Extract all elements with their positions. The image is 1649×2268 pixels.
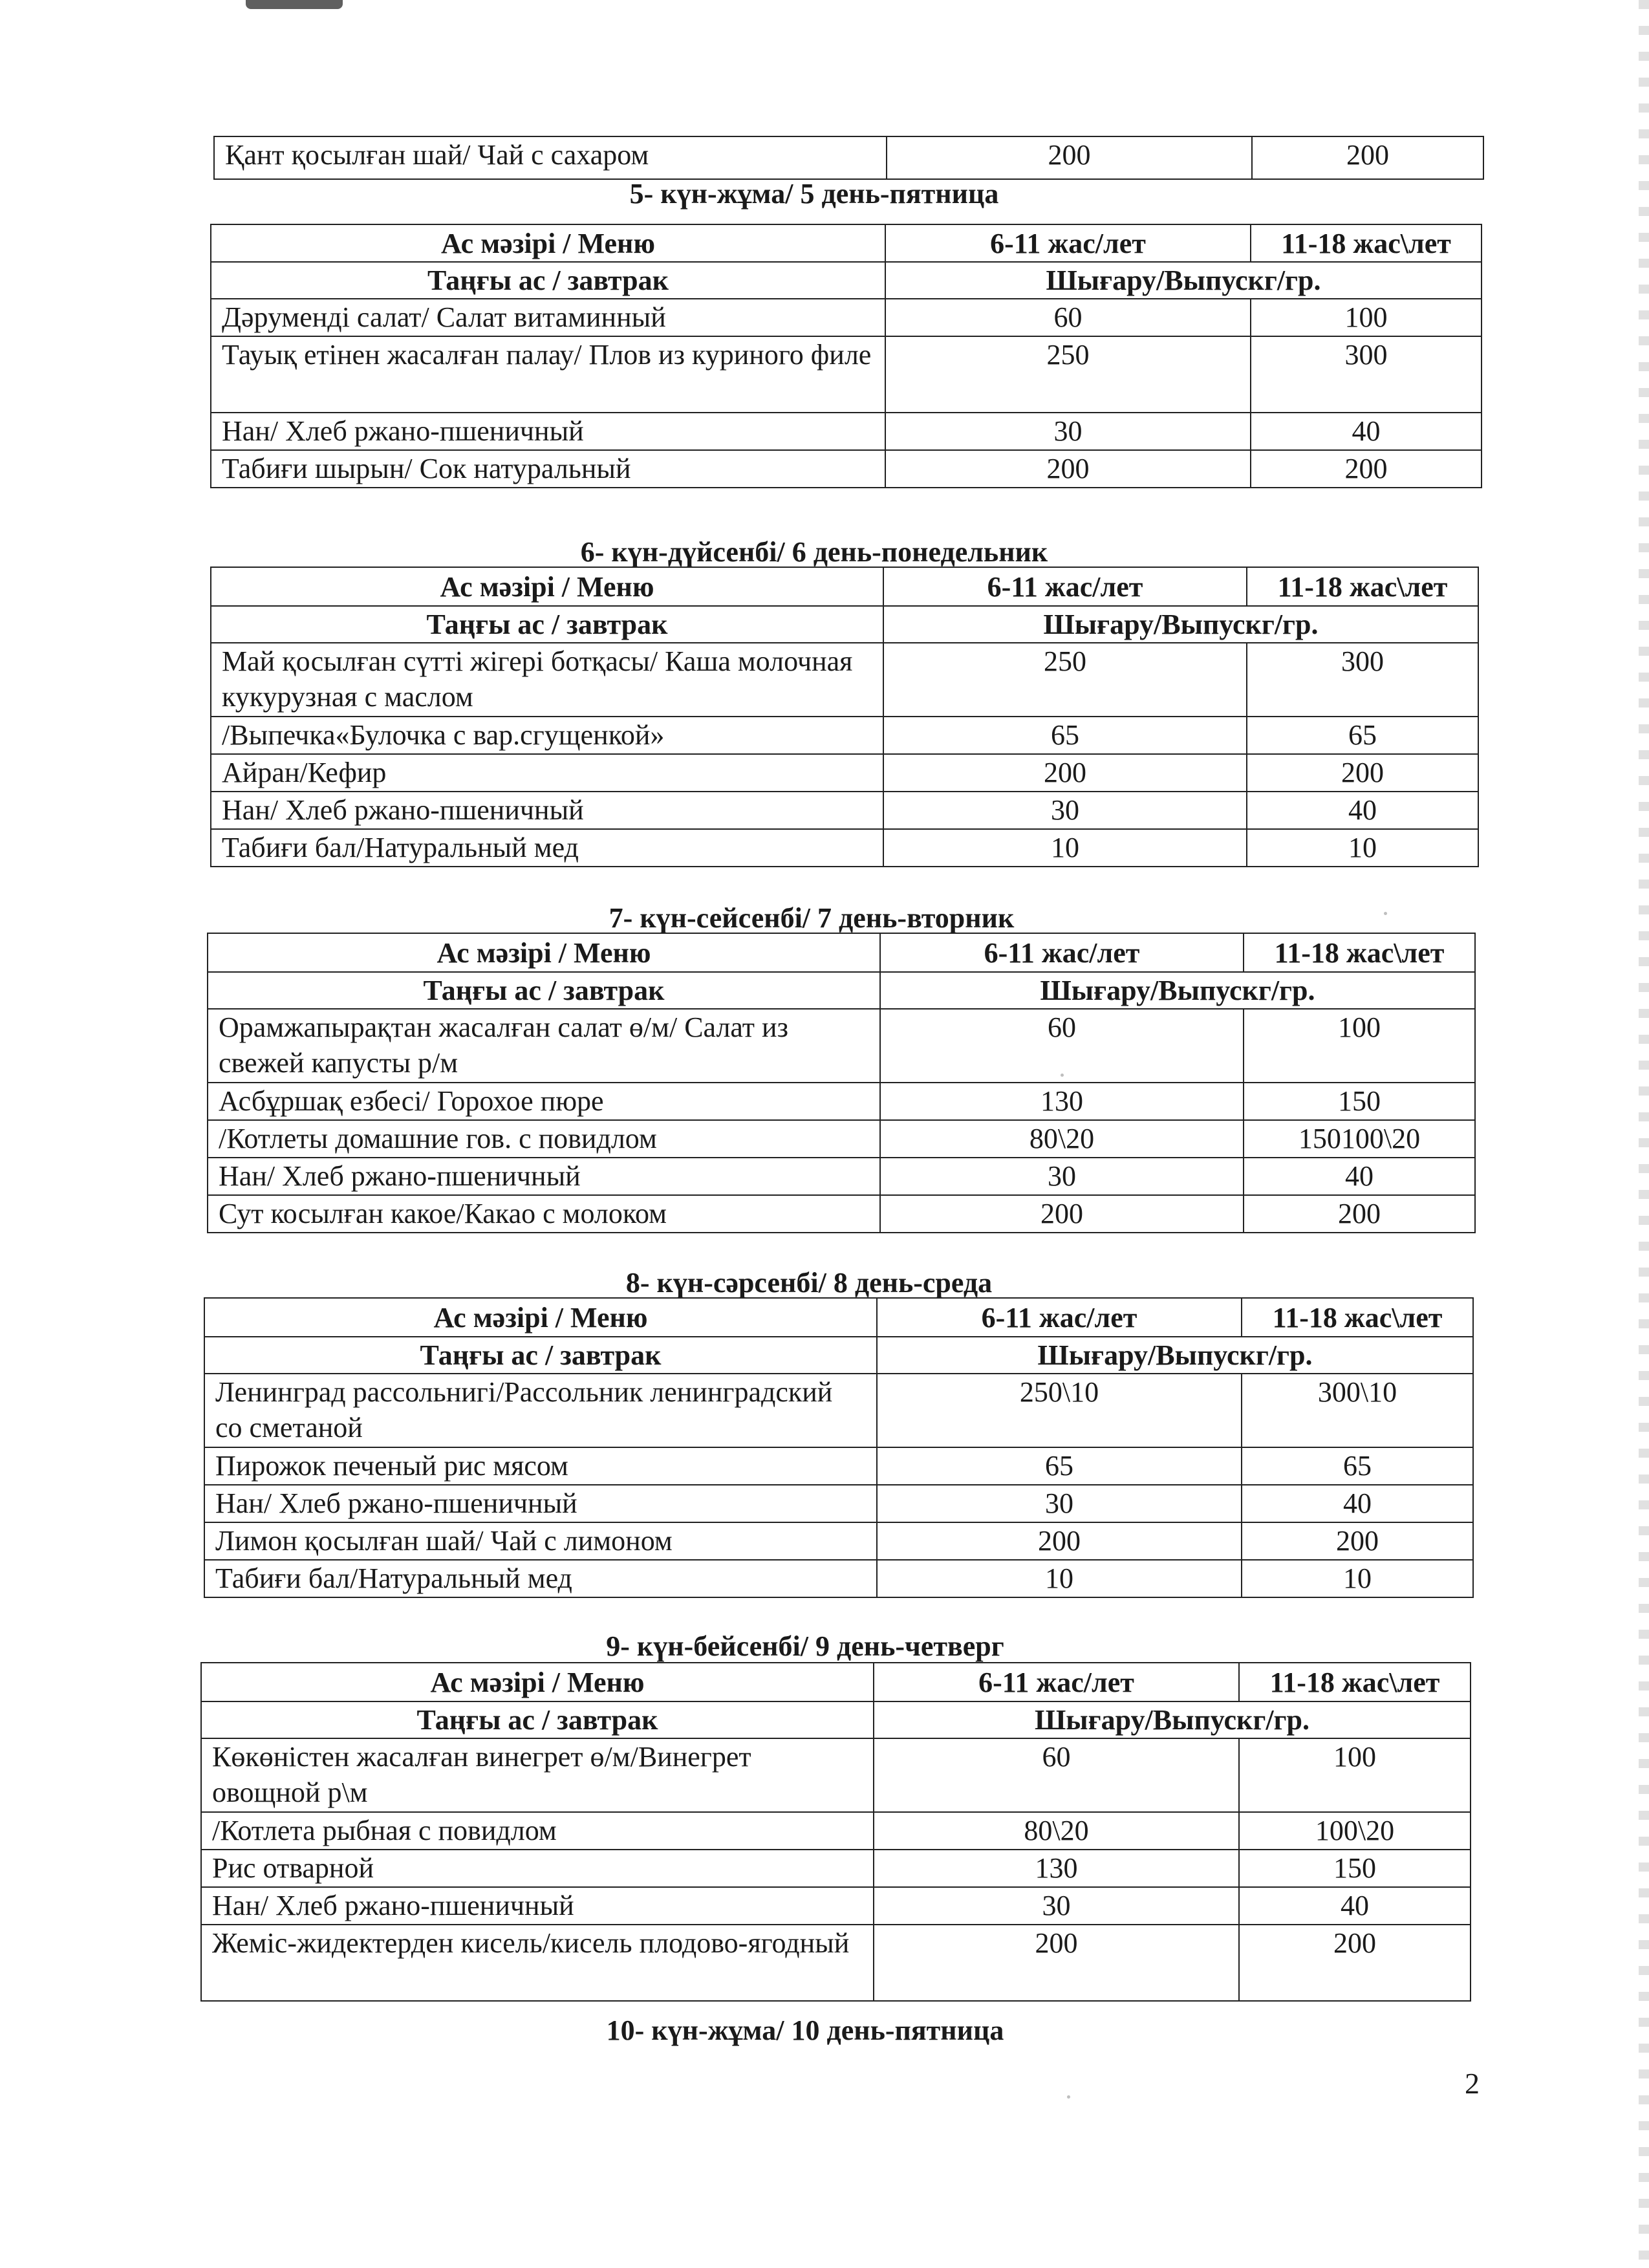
scan-edge [1639, 0, 1649, 2268]
menu-item-cell: Асбұршақ езбесі/ Горохое пюре [208, 1083, 880, 1120]
menu-table-day-9 [200, 1662, 1471, 2002]
portion-11-18-cell: 300\10 [1242, 1374, 1473, 1447]
portion-11-18-cell: 100 [1239, 1738, 1471, 1812]
meal-header: Таңғы ас / завтрак [211, 606, 883, 643]
table-row [211, 829, 1478, 867]
table-row [208, 1158, 1475, 1195]
portion-11-18-cell: 40 [1239, 1887, 1471, 1925]
table-header-row [211, 262, 1482, 299]
portion-11-18-cell: 200 [1242, 1522, 1473, 1560]
menu-item-cell: /Котлеты домашние гов. с повидлом [208, 1120, 880, 1158]
table-row [201, 1887, 1471, 1925]
menu-header: Ас мәзірі / Меню [211, 567, 883, 606]
menu-item-cell: Дәрумендi салат/ Салат витаминный [211, 299, 885, 336]
day-title: 5- күн-жұма/ 5 день-пятница [629, 178, 999, 210]
meal-header: Таңғы ас / завтрак [211, 262, 885, 299]
portion-6-11-cell: 65 [883, 717, 1247, 754]
portion-11-18-cell: 150 [1239, 1850, 1471, 1887]
age-6-11-header: 6-11 жас/лет [880, 933, 1244, 972]
day-title: 9- күн-бейсенбі/ 9 день-четверг [606, 1630, 1004, 1662]
table-row [208, 1120, 1475, 1158]
table-row [208, 1009, 1475, 1083]
menu-item-cell: Нан/ Хлеб ржано-пшеничный [204, 1485, 877, 1522]
scan-speck [1067, 2095, 1070, 2099]
portion-6-11-cell: 30 [877, 1485, 1242, 1522]
portion-6-11-cell: 60 [885, 299, 1251, 336]
portion-6-11-cell: 30 [880, 1158, 1244, 1195]
portion-11-18-cell: 300 [1251, 336, 1482, 413]
menu-item-cell: /Выпечка«Булочка с вар.сгущенкой» [211, 717, 883, 754]
table-header-row [201, 1701, 1471, 1738]
portion-11-18-cell: 40 [1244, 1158, 1475, 1195]
day-title: 8- күн-сәрсенбі/ 8 день-среда [625, 1267, 993, 1299]
menu-item-cell: Пирожок печеный рис мясом [204, 1447, 877, 1485]
table-header-row [204, 1337, 1473, 1374]
output-header: Шығару/Выпускг/гр. [877, 1337, 1473, 1374]
table-row [211, 450, 1482, 488]
portion-11-18-cell: 200 [1252, 136, 1483, 179]
portion-6-11-cell: 200 [887, 136, 1252, 179]
portion-6-11-cell: 80\20 [880, 1120, 1244, 1158]
menu-item-cell: Қант қосылған шай/ Чай с сахаром [214, 136, 887, 179]
age-6-11-header: 6-11 жас/лет [885, 224, 1251, 262]
menu-item-cell: Тауық етінен жасалған палау/ Плов из куриного филе [211, 336, 885, 413]
portion-6-11-cell: 10 [883, 829, 1247, 867]
table-row [211, 299, 1482, 336]
menu-item-cell: Нан/ Хлеб ржано-пшеничный [208, 1158, 880, 1195]
portion-11-18-cell: 40 [1251, 413, 1482, 450]
portion-11-18-cell: 150 [1244, 1083, 1475, 1120]
menu-item-cell: Жеміс-жидектерден кисель/кисель плодово-ягодный [201, 1925, 874, 2001]
table-row [211, 754, 1478, 792]
table-header-row [211, 224, 1482, 262]
menu-item-cell: Май қосылған сүтті жігері ботқасы/ Каша молочная кукурузная с маслом [211, 643, 883, 717]
menu-item-cell: Ленинград рассольнигі/Рассольник ленинградский со сметаной [204, 1374, 877, 1447]
table-row [201, 1738, 1471, 1812]
portion-11-18-cell: 100 [1244, 1009, 1475, 1083]
table-header-row [204, 1298, 1473, 1337]
page-number: 2 [1465, 2067, 1480, 2100]
table-header-row [201, 1663, 1471, 1701]
menu-item-cell: /Котлета рыбная с повидлом [201, 1812, 874, 1850]
table-row [211, 792, 1478, 829]
age-11-18-header: 11-18 жас\лет [1239, 1663, 1471, 1701]
menu-table-day-5 [210, 224, 1482, 488]
age-6-11-header: 6-11 жас/лет [874, 1663, 1239, 1701]
table-header-row [211, 567, 1478, 606]
age-6-11-header: 6-11 жас/лет [883, 567, 1247, 606]
table-row [201, 1850, 1471, 1887]
portion-11-18-cell: 200 [1251, 450, 1482, 488]
menu-item-cell: Орамжапырақтан жасалған салат ө/м/ Салат из свежей капусты р/м [208, 1009, 880, 1083]
table-row [201, 1812, 1471, 1850]
portion-6-11-cell: 130 [880, 1083, 1244, 1120]
menu-item-cell: Айран/Кефир [211, 754, 883, 792]
portion-6-11-cell: 60 [874, 1738, 1239, 1812]
table-row [204, 1485, 1473, 1522]
menu-item-cell: Нан/ Хлеб ржано-пшеничный [201, 1887, 874, 1925]
output-header: Шығару/Выпускг/гр. [874, 1701, 1471, 1738]
meal-header: Таңғы ас / завтрак [204, 1337, 877, 1374]
menu-table-day-7 [207, 933, 1476, 1233]
portion-6-11-cell: 250 [883, 643, 1247, 717]
portion-11-18-cell: 10 [1242, 1560, 1473, 1597]
table-row [204, 1522, 1473, 1560]
portion-6-11-cell: 130 [874, 1850, 1239, 1887]
portion-11-18-cell: 200 [1244, 1195, 1475, 1233]
continuation-table [213, 136, 1484, 180]
table-row [211, 413, 1482, 450]
table-row [201, 1925, 1471, 2001]
meal-header: Таңғы ас / завтрак [208, 972, 880, 1009]
menu-item-cell: Лимон қосылған шай/ Чай с лимоном [204, 1522, 877, 1560]
portion-6-11-cell: 30 [874, 1887, 1239, 1925]
age-11-18-header: 11-18 жас\лет [1244, 933, 1475, 972]
portion-11-18-cell: 100\20 [1239, 1812, 1471, 1850]
menu-item-cell: Табиғи бал/Натуральный мед [204, 1560, 877, 1597]
table-row [204, 1374, 1473, 1447]
menu-header: Ас мәзірі / Меню [208, 933, 880, 972]
portion-11-18-cell: 300 [1247, 643, 1478, 717]
table-row [211, 336, 1482, 413]
day-title: 6- күн-дүйсенбі/ 6 день-понедельник [580, 536, 1048, 568]
meal-header: Таңғы ас / завтрак [201, 1701, 874, 1738]
portion-11-18-cell: 65 [1247, 717, 1478, 754]
portion-6-11-cell: 200 [885, 450, 1251, 488]
portion-6-11-cell: 250\10 [877, 1374, 1242, 1447]
portion-11-18-cell: 10 [1247, 829, 1478, 867]
portion-6-11-cell: 30 [883, 792, 1247, 829]
portion-11-18-cell: 150100\20 [1244, 1120, 1475, 1158]
portion-11-18-cell: 100 [1251, 299, 1482, 336]
menu-item-cell: Нан/ Хлеб ржано-пшеничный [211, 413, 885, 450]
table-row [208, 1083, 1475, 1120]
age-11-18-header: 11-18 жас\лет [1247, 567, 1478, 606]
portion-11-18-cell: 200 [1247, 754, 1478, 792]
table-row [204, 1560, 1473, 1597]
menu-item-cell: Нан/ Хлеб ржано-пшеничный [211, 792, 883, 829]
portion-11-18-cell: 40 [1247, 792, 1478, 829]
portion-6-11-cell: 80\20 [874, 1812, 1239, 1850]
portion-6-11-cell: 200 [874, 1925, 1239, 2001]
menu-item-cell: Сут косылған какое/Какао с молоком [208, 1195, 880, 1233]
menu-header: Ас мәзірі / Меню [201, 1663, 874, 1701]
menu-item-cell: Табиғи бал/Натуральный мед [211, 829, 883, 867]
menu-table-day-8 [204, 1297, 1474, 1598]
portion-11-18-cell: 65 [1242, 1447, 1473, 1485]
age-11-18-header: 11-18 жас\лет [1242, 1298, 1473, 1337]
menu-item-cell: Табиғи шырын/ Сок натуральный [211, 450, 885, 488]
table-row [211, 717, 1478, 754]
age-6-11-header: 6-11 жас/лет [877, 1298, 1242, 1337]
menu-header: Ас мәзірі / Меню [211, 224, 885, 262]
menu-table-day-6 [210, 567, 1479, 867]
portion-6-11-cell: 10 [877, 1560, 1242, 1597]
menu-item-cell: Көкөністен жасалған винегрет ө/м/Винегрет овощной р\м [201, 1738, 874, 1812]
table-row [211, 643, 1478, 717]
table-header-row [208, 972, 1475, 1009]
table-row [208, 1195, 1475, 1233]
table-header-row [208, 933, 1475, 972]
age-11-18-header: 11-18 жас\лет [1251, 224, 1482, 262]
portion-6-11-cell: 60 [880, 1009, 1244, 1083]
portion-6-11-cell: 30 [885, 413, 1251, 450]
portion-6-11-cell: 200 [880, 1195, 1244, 1233]
portion-6-11-cell: 200 [877, 1522, 1242, 1560]
day-title: 7- күн-сейсенбі/ 7 день-вторник [609, 902, 1015, 934]
menu-item-cell: Рис отварной [201, 1850, 874, 1887]
portion-6-11-cell: 65 [877, 1447, 1242, 1485]
portion-11-18-cell: 200 [1239, 1925, 1471, 2001]
portion-6-11-cell: 250 [885, 336, 1251, 413]
portion-11-18-cell: 40 [1242, 1485, 1473, 1522]
day-title: 10- күн-жұма/ 10 день-пятница [606, 2014, 1004, 2046]
table-row [214, 136, 1483, 179]
output-header: Шығару/Выпускг/гр. [880, 972, 1475, 1009]
scan-artifact [246, 0, 343, 9]
output-header: Шығару/Выпускг/гр. [883, 606, 1478, 643]
portion-6-11-cell: 200 [883, 754, 1247, 792]
menu-header: Ас мәзірі / Меню [204, 1298, 877, 1337]
table-row [204, 1447, 1473, 1485]
output-header: Шығару/Выпускг/гр. [885, 262, 1482, 299]
table-header-row [211, 606, 1478, 643]
